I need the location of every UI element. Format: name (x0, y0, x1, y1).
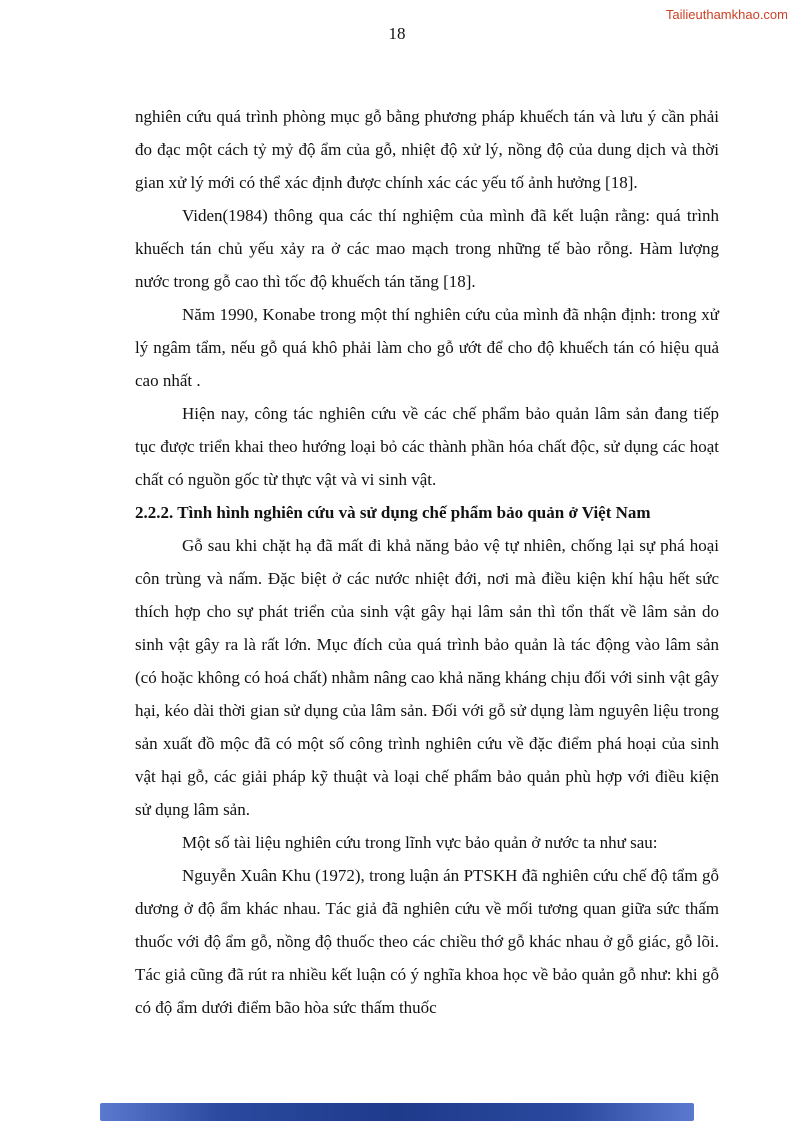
paragraph: Nguyễn Xuân Khu (1972), trong luận án PTSKH đã nghiên cứu chế độ tẩm gỗ dương ở độ ẩm khác nhau. Tác giả đã nghiên cứu về mối tương quan giữa sức thấm thuốc với độ ẩm gỗ, nồng độ thuốc theo các chiều thớ gỗ khác nhau ở gỗ giác, gỗ lõi. Tác giả cũng đã rút ra nhiều kết luận có ý nghĩa khoa học về bảo quản gỗ như: khi gỗ có độ ẩm dưới điểm bão hòa sức thấm thuốc (135, 866, 719, 1017)
document-body (135, 100, 719, 1024)
paragraph: Gỗ sau khi chặt hạ đã mất đi khả năng bảo vệ tự nhiên, chống lại sự phá hoại côn trùng và nấm. Đặc biệt ở các nước nhiệt đới, nơi mà điều kiện khí hậu hết sức thích hợp cho sự phát triển của sinh vật gây hại lâm sản thì tổn thất về lâm sản do sinh vật gây ra là rất lớn. Mục đích của quá trình bảo quản là tác động vào lâm sản (có hoặc không có hoá chất) nhằm nâng cao khả năng kháng chịu đối với sinh vật gây hại, kéo dài thời gian sử dụng của lâm sản. Đối với gỗ sử dụng làm nguyên liệu trong sản xuất đồ mộc đã có một số công trình nghiên cứu về đặc điểm phá hoại của sinh vật hại gỗ, các giải pháp kỹ thuật và loại chế phẩm bảo quản phù hợp với điều kiện sử dụng lâm sản. (135, 536, 719, 819)
paragraph-continuation: nghiên cứu quá trình phòng mục gỗ bằng phương pháp khuếch tán và lưu ý cần phải đo đạc một cách tỷ mỷ độ ẩm của gỗ, nhiệt độ xử lý, nồng độ của dung dịch và thời gian xử lý mới có thể xác định được chính xác các yếu tố ảnh hưởng [18]. (135, 107, 719, 192)
site-watermark: Tailieuthamkhao.com (665, 7, 788, 22)
paragraph: Viden(1984) thông qua các thí nghiệm của mình đã kết luận rằng: quá trình khuếch tán chủ yếu xảy ra ở các mao mạch trong những tế bào rỗng. Hàm lượng nước trong gỗ cao thì tốc độ khuếch tán tăng [18]. (135, 206, 719, 291)
page-number: 18 (388, 24, 406, 43)
paragraph: Năm 1990, Konabe trong một thí nghiên cứu của mình đã nhận định: trong xử lý ngâm tẩm, nếu gỗ quá khô phải làm cho gỗ ướt để cho độ khuếch tán có hiệu quả cao nhất . (135, 305, 719, 390)
paragraph: Một số tài liệu nghiên cứu trong lĩnh vực bảo quản ở nước ta như sau: (182, 833, 658, 852)
section-heading: 2.2.2. Tình hình nghiên cứu và sử dụng chế phẩm bảo quản ở Việt Nam (135, 503, 651, 522)
footer-watermark-bar (100, 1103, 694, 1121)
paragraph: Hiện nay, công tác nghiên cứu về các chế phẩm bảo quản lâm sản đang tiếp tục được triển khai theo hướng loại bỏ các thành phần hóa chất độc, sử dụng các hoạt chất có nguồn gốc từ thực vật và vi sinh vật. (135, 404, 719, 489)
